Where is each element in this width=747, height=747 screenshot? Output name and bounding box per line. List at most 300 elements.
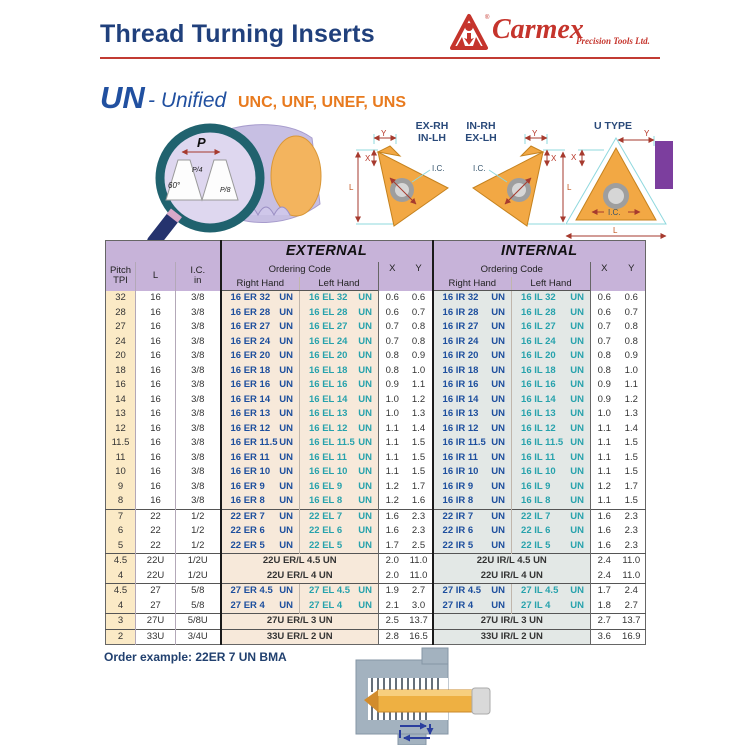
cell-int-x: 1.6 — [591, 539, 618, 554]
cell-ext-y: 1.1 — [406, 378, 433, 393]
cell-int-x: 1.1 — [591, 465, 618, 480]
cell-ic: 1/2 — [176, 524, 221, 539]
cell-ext-y: 0.9 — [406, 349, 433, 364]
cell-ext-rh: 16 ER 12 UN — [221, 422, 300, 437]
section-tab — [655, 141, 673, 189]
cell-int-y: 0.6 — [618, 291, 646, 306]
cell-l: 27 — [136, 599, 176, 614]
cell-ext-x: 2.5 — [379, 614, 406, 630]
cell-int-lh: 16 IL 24 UN — [512, 335, 591, 350]
insert-ex-diagram — [346, 128, 464, 242]
cell-int-rh: 16 IR 14 UN — [433, 393, 512, 408]
cell-ext-rh: 27 ER 4 UN — [221, 599, 300, 614]
cell-ext-x: 0.8 — [379, 349, 406, 364]
table-row — [106, 494, 646, 509]
cell-ext-x: 1.9 — [379, 584, 406, 599]
table-row — [106, 509, 646, 524]
cell-pitch: 24 — [106, 335, 136, 350]
cell-l: 22 — [136, 524, 176, 539]
cell-ext-lh: 16 EL 12 UN — [300, 422, 379, 437]
table-row — [106, 524, 646, 539]
cell-l: 16 — [136, 291, 176, 306]
cell-int-x: 0.8 — [591, 364, 618, 379]
cell-pitch: 10 — [106, 465, 136, 480]
cell-ext-x: 1.6 — [379, 509, 406, 524]
cell-ext-rh: 16 ER 14 UN — [221, 393, 300, 408]
cell-ext-rh: 16 ER 11.5 UN — [221, 436, 300, 451]
cell-ext-x: 1.1 — [379, 436, 406, 451]
col-header-l: L — [136, 262, 176, 291]
cell-ext-x: 2.0 — [379, 569, 406, 584]
cell-int-y: 0.9 — [618, 349, 646, 364]
cell-pitch: 13 — [106, 407, 136, 422]
cell-ic: 3/8 — [176, 335, 221, 350]
table-row — [106, 422, 646, 437]
cell-ext-lh: 16 EL 32 UN — [300, 291, 379, 306]
series-name: - Unified — [148, 89, 227, 112]
cell-ext-y: 2.3 — [406, 524, 433, 539]
cell-ext-lh: 16 EL 9 UN — [300, 480, 379, 495]
table-row — [106, 306, 646, 321]
cell-ext-y: 1.5 — [406, 436, 433, 451]
cell-int-lh: 16 IL 16 UN — [512, 378, 591, 393]
label-p: P — [197, 135, 206, 150]
ext-y-header: Y — [406, 262, 433, 291]
cell-ext-rh: 16 ER 18 UN — [221, 364, 300, 379]
cell-ext-x: 2.1 — [379, 599, 406, 614]
cell-pitch: 3 — [106, 614, 136, 630]
cell-ext-x: 0.7 — [379, 335, 406, 350]
cell-int-code: 22U IR/L 4 UN — [433, 569, 591, 584]
cell-int-y: 1.7 — [618, 480, 646, 495]
cell-int-lh: 16 IL 14 UN — [512, 393, 591, 408]
cell-ext-x: 0.9 — [379, 378, 406, 393]
cell-int-rh: 16 IR 32 UN — [433, 291, 512, 306]
cell-ic: 3/8 — [176, 378, 221, 393]
svg-text:Y: Y — [644, 129, 650, 138]
cell-ext-x: 0.6 — [379, 291, 406, 306]
svg-text:®: ® — [485, 15, 490, 21]
cell-int-x: 1.0 — [591, 407, 618, 422]
cell-l: 16 — [136, 436, 176, 451]
cell-ext-y: 16.5 — [406, 629, 433, 645]
insert-table-body — [106, 291, 646, 645]
cell-int-rh: 22 IR 6 UN — [433, 524, 512, 539]
cell-int-x: 0.7 — [591, 320, 618, 335]
ext-x-header: X — [379, 262, 406, 291]
cell-int-y: 0.8 — [618, 335, 646, 350]
cell-ext-rh: 27 ER 4.5 UN — [221, 584, 300, 599]
cell-int-y: 2.3 — [618, 509, 646, 524]
insert-table — [105, 240, 646, 645]
cell-ext-x: 1.2 — [379, 494, 406, 509]
cell-ext-lh: 16 EL 24 UN — [300, 335, 379, 350]
cell-pitch: 28 — [106, 306, 136, 321]
cell-ic: 3/8 — [176, 451, 221, 466]
series-code: UN — [100, 80, 145, 115]
cell-int-lh: 27 IL 4 UN — [512, 599, 591, 614]
cell-ext-y: 1.0 — [406, 364, 433, 379]
cell-ext-y: 1.2 — [406, 393, 433, 408]
cell-int-rh: 16 IR 16 UN — [433, 378, 512, 393]
cell-int-x: 0.6 — [591, 306, 618, 321]
cell-int-rh: 16 IR 11 UN — [433, 451, 512, 466]
cell-int-code: 33U IR/L 2 UN — [433, 629, 591, 645]
header-spacer — [106, 241, 221, 263]
cell-l: 16 — [136, 306, 176, 321]
cell-ic: 3/8 — [176, 436, 221, 451]
cell-ext-y: 0.6 — [406, 291, 433, 306]
cell-ext-rh: 16 ER 32 UN — [221, 291, 300, 306]
cell-ext-lh: 16 EL 28 UN — [300, 306, 379, 321]
cell-ext-x: 1.2 — [379, 480, 406, 495]
cell-ext-y: 1.5 — [406, 451, 433, 466]
cell-int-rh: 16 IR 12 UN — [433, 422, 512, 437]
cell-ext-lh: 16 EL 10 UN — [300, 465, 379, 480]
cell-ext-rh: 16 ER 10 UN — [221, 465, 300, 480]
table-row — [106, 554, 646, 569]
cell-ic: 1/2 — [176, 539, 221, 554]
svg-text:L: L — [567, 183, 572, 192]
cell-int-lh: 22 IL 7 UN — [512, 509, 591, 524]
int-right-hand-header: Right Hand — [433, 277, 512, 291]
cell-ext-rh: 16 ER 24 UN — [221, 335, 300, 350]
cell-int-x: 2.7 — [591, 614, 618, 630]
brand-suffix: Precision Tools Ltd. — [576, 36, 650, 46]
table-row — [106, 291, 646, 306]
cell-ext-lh: 16 EL 11.5 UN — [300, 436, 379, 451]
cell-int-lh: 16 IL 11 UN — [512, 451, 591, 466]
int-ordering-code-header: Ordering Code — [433, 262, 591, 277]
table-row — [106, 465, 646, 480]
cell-l: 16 — [136, 393, 176, 408]
table-row — [106, 364, 646, 379]
insert-ex-title: EX-RH IN-LH — [415, 120, 449, 144]
cell-l: 16 — [136, 364, 176, 379]
cell-pitch: 16 — [106, 378, 136, 393]
cell-ext-y: 2.3 — [406, 509, 433, 524]
cell-int-lh: 16 IL 28 UN — [512, 306, 591, 321]
cell-l: 33U — [136, 629, 176, 645]
cell-pitch: 2 — [106, 629, 136, 645]
cell-ext-y: 0.7 — [406, 306, 433, 321]
int-x-header: X — [591, 262, 618, 291]
carmex-logo — [448, 10, 662, 56]
table-row — [106, 480, 646, 495]
cell-ext-rh: 16 ER 27 UN — [221, 320, 300, 335]
cell-int-rh: 27 IR 4 UN — [433, 599, 512, 614]
cell-int-rh: 16 IR 24 UN — [433, 335, 512, 350]
cell-ext-lh: 22 EL 5 UN — [300, 539, 379, 554]
cell-int-rh: 16 IR 28 UN — [433, 306, 512, 321]
series-subtypes: UNC, UNF, UNEF, UNS — [238, 94, 407, 111]
cell-ext-y: 2.5 — [406, 539, 433, 554]
magnifier-handle — [145, 209, 182, 242]
cell-ext-lh: 16 EL 11 UN — [300, 451, 379, 466]
cell-int-y: 1.0 — [618, 364, 646, 379]
internal-threading-illustration — [326, 642, 498, 745]
cell-int-y: 1.4 — [618, 422, 646, 437]
svg-text:X: X — [571, 153, 577, 162]
cell-ext-code: 22U ER/L 4.5 UN — [221, 554, 379, 569]
cell-int-lh: 16 IL 11.5 UN — [512, 436, 591, 451]
cell-int-lh: 16 IL 8 UN — [512, 494, 591, 509]
cell-ic: 3/4U — [176, 629, 221, 645]
cell-int-y: 11.0 — [618, 554, 646, 569]
cell-ext-rh: 22 ER 5 UN — [221, 539, 300, 554]
cell-ext-y: 2.7 — [406, 584, 433, 599]
col-header-pitch: Pitch TPI — [106, 262, 136, 291]
svg-text:Y: Y — [381, 129, 387, 138]
cell-ext-lh: 16 EL 18 UN — [300, 364, 379, 379]
carmex-logo-icon — [448, 12, 490, 54]
cell-int-lh: 16 IL 10 UN — [512, 465, 591, 480]
svg-text:X: X — [551, 154, 557, 163]
cell-ext-x: 0.6 — [379, 306, 406, 321]
cell-l: 16 — [136, 451, 176, 466]
cell-int-y: 16.9 — [618, 629, 646, 645]
cell-ext-code: 27U ER/L 3 UN — [221, 614, 379, 630]
cell-ext-x: 1.1 — [379, 465, 406, 480]
table-header-row-2 — [106, 262, 646, 277]
cell-ic: 3/8 — [176, 320, 221, 335]
cell-int-y: 13.7 — [618, 614, 646, 630]
svg-text:X: X — [365, 154, 371, 163]
cell-pitch: 11.5 — [106, 436, 136, 451]
cell-int-lh: 22 IL 6 UN — [512, 524, 591, 539]
cell-l: 16 — [136, 422, 176, 437]
cell-pitch: 4.5 — [106, 554, 136, 569]
cell-ic: 5/8 — [176, 599, 221, 614]
cell-int-x: 3.6 — [591, 629, 618, 645]
brand-name: Carmex — [492, 14, 584, 45]
cell-pitch: 27 — [106, 320, 136, 335]
table-row — [106, 599, 646, 614]
thread-profile-illustration — [98, 112, 336, 242]
cell-ext-y: 11.0 — [406, 554, 433, 569]
cell-int-y: 1.5 — [618, 465, 646, 480]
cell-int-y: 2.4 — [618, 584, 646, 599]
cell-ext-x: 0.8 — [379, 364, 406, 379]
cell-int-x: 2.4 — [591, 569, 618, 584]
insert-in-diagram — [455, 128, 575, 242]
cell-int-lh: 22 IL 5 UN — [512, 539, 591, 554]
cell-int-lh: 16 IL 27 UN — [512, 320, 591, 335]
cell-int-y: 1.3 — [618, 407, 646, 422]
cell-l: 16 — [136, 335, 176, 350]
table-row — [106, 378, 646, 393]
cell-ic: 3/8 — [176, 393, 221, 408]
cell-pitch: 12 — [106, 422, 136, 437]
cell-ext-x: 2.0 — [379, 554, 406, 569]
cell-ext-lh: 16 EL 8 UN — [300, 494, 379, 509]
table-header-row-1 — [106, 241, 646, 263]
cell-int-rh: 16 IR 10 UN — [433, 465, 512, 480]
cell-ext-rh: 16 ER 16 UN — [221, 378, 300, 393]
cell-ic: 5/8 — [176, 584, 221, 599]
cell-ext-y: 3.0 — [406, 599, 433, 614]
table-row — [106, 614, 646, 630]
cell-ext-y: 1.3 — [406, 407, 433, 422]
cell-ext-x: 1.1 — [379, 422, 406, 437]
cell-ext-lh: 16 EL 14 UN — [300, 393, 379, 408]
cell-ext-x: 1.0 — [379, 407, 406, 422]
insert-u-title: U TYPE — [594, 120, 632, 132]
svg-text:L: L — [613, 226, 618, 235]
label-p8: P/8 — [220, 187, 231, 194]
cell-l: 16 — [136, 320, 176, 335]
cell-pitch: 20 — [106, 349, 136, 364]
cell-int-x: 1.1 — [591, 494, 618, 509]
cell-l: 16 — [136, 465, 176, 480]
cell-ext-rh: 16 ER 8 UN — [221, 494, 300, 509]
cell-pitch: 9 — [106, 480, 136, 495]
label-angle: 60° — [168, 181, 181, 190]
cell-int-y: 2.3 — [618, 539, 646, 554]
cell-ext-lh: 16 EL 13 UN — [300, 407, 379, 422]
cell-ic: 1/2U — [176, 569, 221, 584]
cell-ext-y: 1.5 — [406, 465, 433, 480]
cell-ext-y: 0.8 — [406, 320, 433, 335]
cell-int-y: 11.0 — [618, 569, 646, 584]
cell-int-x: 1.6 — [591, 524, 618, 539]
cell-int-x: 0.6 — [591, 291, 618, 306]
cell-ext-x: 2.8 — [379, 629, 406, 645]
cell-ext-lh: 27 EL 4.5 UN — [300, 584, 379, 599]
cell-pitch: 7 — [106, 509, 136, 524]
cell-int-code: 22U IR/L 4.5 UN — [433, 554, 591, 569]
insert-in-title: IN-RH EX-LH — [465, 120, 497, 144]
cell-int-lh: 16 IL 9 UN — [512, 480, 591, 495]
cell-l: 22 — [136, 509, 176, 524]
header-rule — [100, 57, 660, 59]
svg-text:I.C.: I.C. — [432, 164, 445, 173]
cell-ic: 3/8 — [176, 480, 221, 495]
cell-ic: 3/8 — [176, 465, 221, 480]
cell-int-x: 1.1 — [591, 436, 618, 451]
cell-ic: 3/8 — [176, 306, 221, 321]
cell-l: 16 — [136, 378, 176, 393]
svg-text:I.C.: I.C. — [608, 208, 621, 217]
table-row — [106, 584, 646, 599]
order-example: Order example: 22ER 7 UN BMA — [104, 650, 287, 664]
cell-int-rh: 27 IR 4.5 UN — [433, 584, 512, 599]
cell-ext-y: 0.8 — [406, 335, 433, 350]
cell-l: 16 — [136, 494, 176, 509]
cell-l: 22U — [136, 569, 176, 584]
cell-ext-lh: 16 EL 16 UN — [300, 378, 379, 393]
cell-ext-lh: 27 EL 4 UN — [300, 599, 379, 614]
cell-int-y: 1.2 — [618, 393, 646, 408]
cell-ext-rh: 16 ER 11 UN — [221, 451, 300, 466]
cell-int-rh: 16 IR 18 UN — [433, 364, 512, 379]
cell-l: 27U — [136, 614, 176, 630]
cell-int-rh: 16 IR 27 UN — [433, 320, 512, 335]
cell-ext-y: 1.7 — [406, 480, 433, 495]
ext-ordering-code-header: Ordering Code — [221, 262, 379, 277]
cell-int-code: 27U IR/L 3 UN — [433, 614, 591, 630]
table-row — [106, 539, 646, 554]
table-row — [106, 320, 646, 335]
cell-ic: 3/8 — [176, 349, 221, 364]
cell-ext-lh: 16 EL 20 UN — [300, 349, 379, 364]
cell-ext-x: 1.1 — [379, 451, 406, 466]
cell-int-y: 0.8 — [618, 320, 646, 335]
cell-ext-rh: 22 ER 7 UN — [221, 509, 300, 524]
cell-ext-y: 1.4 — [406, 422, 433, 437]
cell-pitch: 8 — [106, 494, 136, 509]
cell-ic: 1/2U — [176, 554, 221, 569]
cell-int-lh: 16 IL 20 UN — [512, 349, 591, 364]
cell-ext-lh: 16 EL 27 UN — [300, 320, 379, 335]
cell-int-lh: 27 IL 4.5 UN — [512, 584, 591, 599]
cell-ic: 3/8 — [176, 494, 221, 509]
cell-int-rh: 16 IR 11.5 UN — [433, 436, 512, 451]
page-title: Thread Turning Inserts — [100, 20, 375, 48]
cell-int-rh: 22 IR 7 UN — [433, 509, 512, 524]
cell-pitch: 4.5 — [106, 584, 136, 599]
label-p4: P/4 — [192, 167, 203, 174]
cell-ext-lh: 22 EL 7 UN — [300, 509, 379, 524]
table-row — [106, 335, 646, 350]
cell-ext-x: 1.6 — [379, 524, 406, 539]
cell-pitch: 5 — [106, 539, 136, 554]
table-row — [106, 569, 646, 584]
svg-text:Y: Y — [532, 129, 538, 138]
cell-int-lh: 16 IL 12 UN — [512, 422, 591, 437]
cell-ext-x: 1.7 — [379, 539, 406, 554]
cell-pitch: 14 — [106, 393, 136, 408]
cell-int-y: 0.7 — [618, 306, 646, 321]
cell-ic: 3/8 — [176, 291, 221, 306]
table-row — [106, 349, 646, 364]
cell-int-y: 2.7 — [618, 599, 646, 614]
cell-int-x: 1.1 — [591, 451, 618, 466]
cell-int-y: 1.5 — [618, 436, 646, 451]
cell-int-lh: 16 IL 32 UN — [512, 291, 591, 306]
cell-int-x: 1.2 — [591, 480, 618, 495]
internal-header: INTERNAL — [433, 241, 646, 263]
cell-l: 22U — [136, 554, 176, 569]
cell-l: 27 — [136, 584, 176, 599]
cell-int-x: 2.4 — [591, 554, 618, 569]
cell-pitch: 6 — [106, 524, 136, 539]
table-row — [106, 407, 646, 422]
cell-pitch: 18 — [106, 364, 136, 379]
cell-ext-rh: 22 ER 6 UN — [221, 524, 300, 539]
cell-int-x: 1.6 — [591, 509, 618, 524]
cell-pitch: 32 — [106, 291, 136, 306]
cell-ext-rh: 16 ER 20 UN — [221, 349, 300, 364]
cell-l: 16 — [136, 407, 176, 422]
cell-int-x: 0.9 — [591, 393, 618, 408]
cell-int-x: 1.1 — [591, 422, 618, 437]
cell-ext-lh: 22 EL 6 UN — [300, 524, 379, 539]
cell-int-x: 1.7 — [591, 584, 618, 599]
cell-int-x: 0.9 — [591, 378, 618, 393]
cell-int-rh: 16 IR 8 UN — [433, 494, 512, 509]
external-header: EXTERNAL — [221, 241, 433, 263]
cell-int-rh: 16 IR 20 UN — [433, 349, 512, 364]
table-row — [106, 436, 646, 451]
cell-int-lh: 16 IL 18 UN — [512, 364, 591, 379]
table-row — [106, 393, 646, 408]
cell-int-y: 2.3 — [618, 524, 646, 539]
cell-int-x: 1.8 — [591, 599, 618, 614]
cell-ext-rh: 16 ER 28 UN — [221, 306, 300, 321]
cell-ext-rh: 16 ER 9 UN — [221, 480, 300, 495]
cell-l: 22 — [136, 539, 176, 554]
